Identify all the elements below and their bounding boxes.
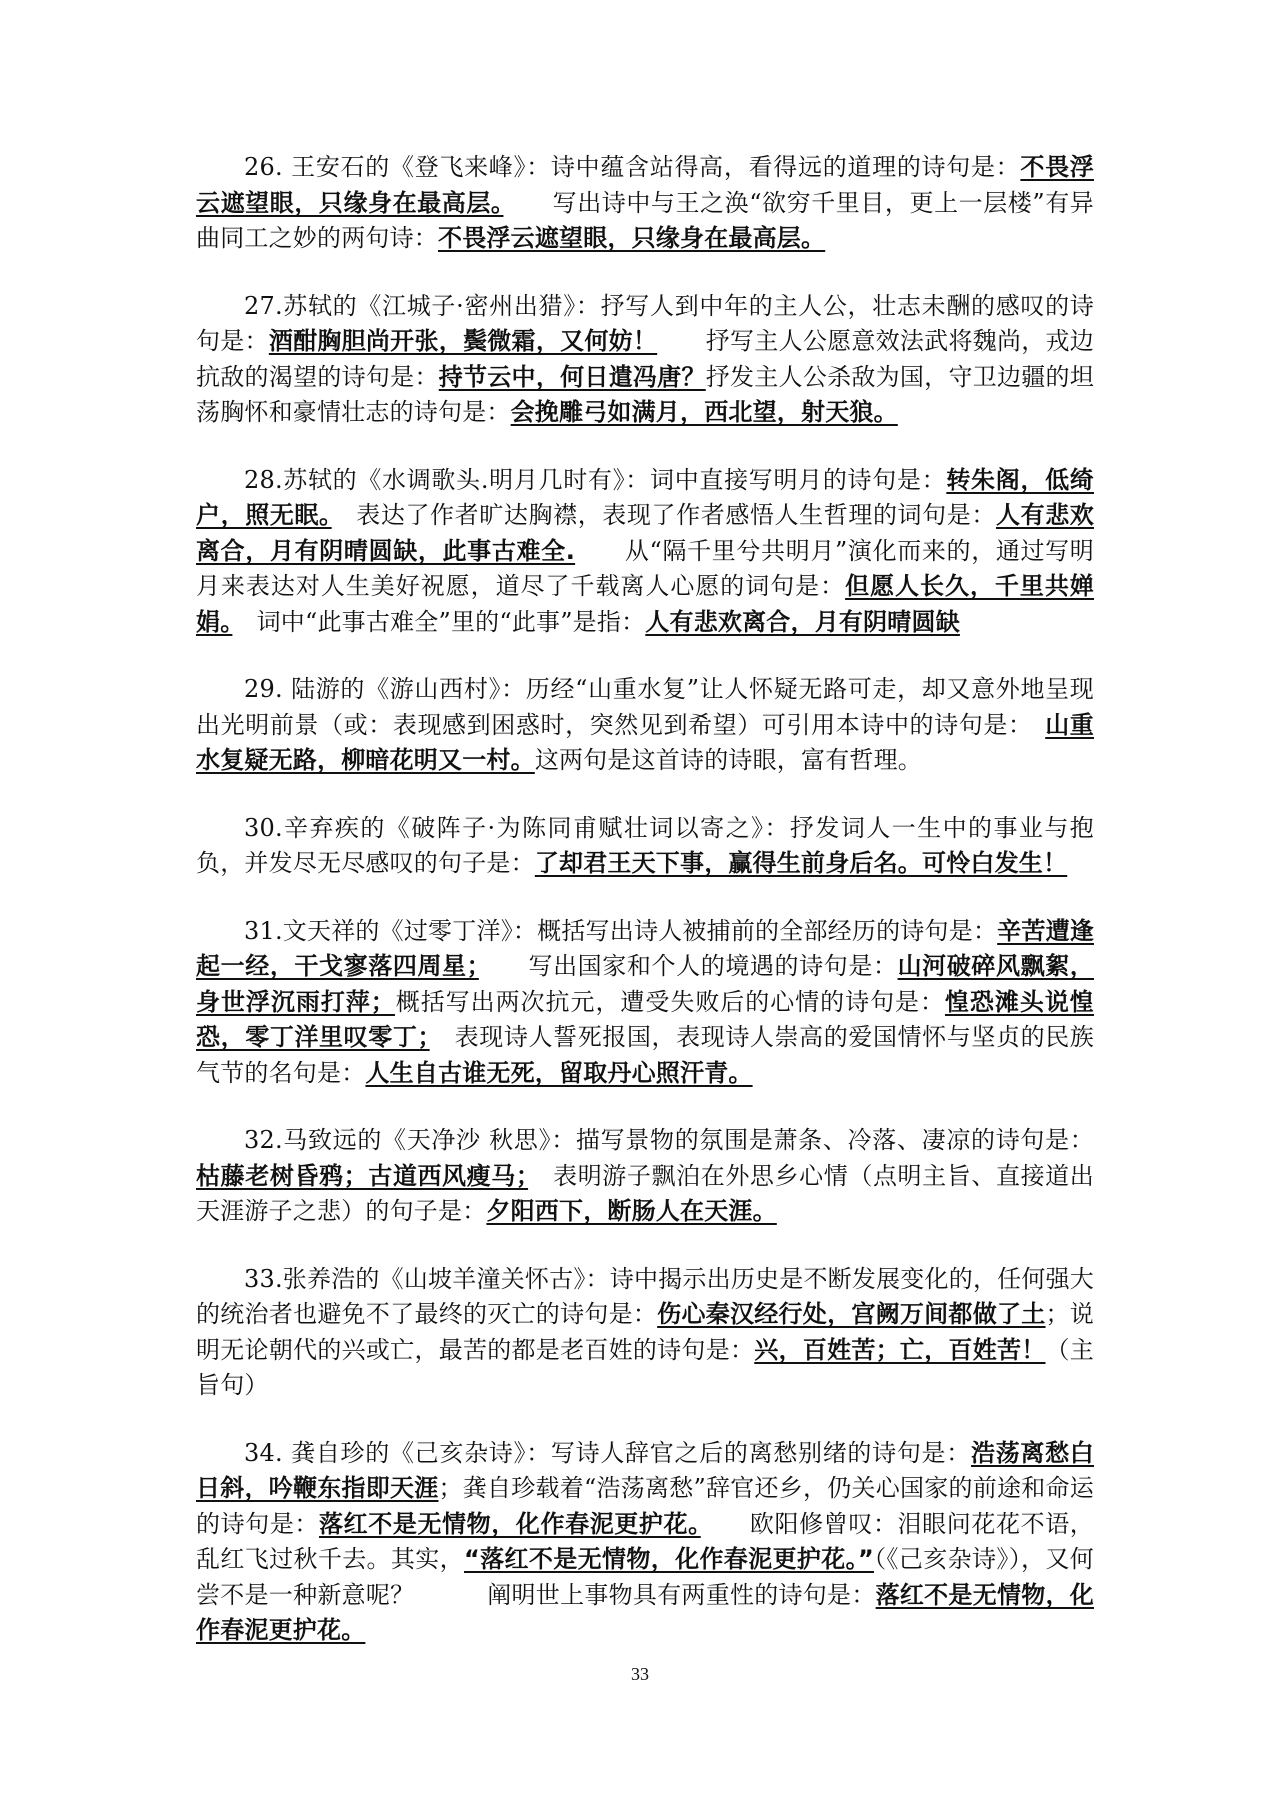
answer-text: 但愿人长久，千里共婵娟。 — [196, 572, 1094, 636]
answer-text: 人生自古谁无死，留取丹心照汗青。 — [365, 1058, 753, 1087]
question-text: 28.苏轼的《水调歌头.明月几时有》：词中直接写明月的诗句是： — [244, 465, 947, 494]
answer-text: 不畏浮云遮望眼，只缘身在最高层。 — [196, 153, 1094, 217]
question-text: ；龚自珍载着“浩荡离愁”辞官还乡，仍关心国家的前途和命运的诗句是： — [196, 1474, 1095, 1538]
question-text: 词中“此事古难全”里的“此事”是指： — [232, 607, 646, 636]
answer-text: 兴，百姓苦；亡，百姓苦！ — [754, 1335, 1046, 1364]
answer-text: 浩荡离愁白日斜，吟鞭东指即天涯 — [196, 1438, 1095, 1502]
answer-text: 伤心秦汉经行处，宫阙万间都做了土 — [657, 1300, 1046, 1328]
answer-text: 山重水复疑无路，柳暗花明又一村。 — [196, 710, 1094, 774]
question-text: 30.辛弃疾的《破阵子·为陈同甫赋壮词以寄之》：抒发词人一生中的事业与抱负，并发尽无尽感叹的句子是： — [196, 813, 1094, 877]
question-text: 32.马致远的《天净沙 秋思》：描写景物的氛围是萧条、冷落、凄凉的诗句是： — [244, 1126, 1094, 1154]
question-text: 写出诗中与王之涣“欲穷千里目，更上一层楼”有异曲同工之妙的两句诗： — [196, 188, 1094, 252]
question-paragraph — [196, 150, 1094, 257]
answer-text: 落红不是无情物，化作春泥更护花。 — [196, 1580, 1094, 1644]
question-text: 29. 陆游的《游山西村》：历经“山重水复”让人怀疑无路可走，却又意外地呈现出光明前景（或：表现感到困惑时，突然见到希望）可引用本诗中的诗句是： — [196, 675, 1094, 739]
answer-text: 不畏浮云遮望眼，只缘身在最高层。 — [438, 224, 826, 252]
question-text: 这两句是这首诗的诗眼，富有哲理。 — [534, 746, 923, 774]
question-text: 抒写主人公愿意效法武将魏尚，戎边抗敌的渴望的诗句是： — [196, 327, 1095, 391]
answer-text: 惶恐滩头说惶恐，零丁洋里叹零丁； — [196, 987, 1094, 1051]
question-text: ；说明无论朝代的兴或亡，最苦的都是老百姓的诗句是： — [196, 1300, 1095, 1364]
answer-text: 夕阳西下，断肠人在天涯。 — [486, 1197, 777, 1225]
document-page — [196, 150, 1094, 1681]
question-text: 26. 王安石的《登飞来峰》：诗中蕴含站得高，看得远的道理的诗句是： — [244, 153, 1021, 181]
answer-text: 落红不是无情物，化作春泥更护花。 — [319, 1509, 701, 1538]
question-paragraph — [196, 811, 1094, 882]
answer-text: 山河破碎风飘絮，身世浮沉雨打萍； — [196, 952, 1094, 1016]
answer-text: 人有悲欢离合，月有阴晴圆缺 — [645, 607, 960, 636]
answer-text: 了却君王天下事，赢得生前身后名。可怜白发生！ — [534, 849, 1068, 877]
answer-text: 酒酣胸胆尚开张，鬓微霜，又何妨！ — [268, 327, 658, 355]
question-text: 欧阳修曾叹：泪眼问花花不语，乱红飞过秋千去。其实， — [196, 1509, 1094, 1573]
answer-text: 持节云中，何日遣冯唐？ — [438, 362, 706, 391]
question-text: 31.文天祥的《过零丁洋》：概括写出诗人被捕前的全部经历的诗句是： — [244, 916, 998, 945]
question-paragraph — [196, 914, 1094, 1092]
question-paragraph — [196, 1123, 1094, 1230]
question-paragraph — [196, 463, 1094, 641]
question-text: 34. 龚自珍的《己亥杂诗》：写诗人辞官之后的离愁别绪的诗句是： — [244, 1438, 971, 1467]
question-paragraph — [196, 672, 1094, 779]
question-paragraph — [196, 1436, 1094, 1649]
question-paragraph — [196, 1262, 1094, 1404]
question-text: 从“隔千里兮共明月”演化而来的，通过写明月来表达对人生美好祝愿，道尽了千载离人心愿的词句是： — [196, 536, 1094, 600]
question-text: 表达了作者旷达胸襟，表现了作者感悟人生哲理的词句是： — [331, 501, 996, 529]
answer-text: 枯藤老树昏鸦；古道西风瘦马； — [196, 1161, 529, 1190]
question-text: 表明游子飘泊在外思乡心情（点明主旨、直接道出天涯游子之悲）的句子是： — [196, 1161, 1094, 1225]
answer-text: 会挽雕弓如满月，西北望，射天狼。 — [510, 398, 898, 426]
answer-text: “落红不是无情物，化作春泥更护花。” — [464, 1545, 874, 1573]
question-text: 概括写出两次抗元，遭受失败后的心情的诗句是： — [394, 987, 945, 1016]
answer-text: 辛苦遭逢起一经，干戈寥落四周星； — [196, 916, 1094, 980]
answer-text: 人有悲欢离合，月有阴晴圆缺，此事古难全. — [196, 501, 1094, 565]
question-text: 27.苏轼的《江城子·密州出猎》：抒写人到中年的主人公，壮志未酬的感叹的诗句是： — [196, 291, 1094, 355]
question-paragraph — [196, 289, 1094, 431]
question-text: 33.张养浩的《山坡羊潼关怀古》：诗中揭示出历史是不断发展变化的，任何强大的统治者也避免不了最终的灭亡的诗句是： — [196, 1264, 1094, 1328]
question-text: （《己亥杂诗》），又何尝不是一种新意呢？ 阐明世上事物具有两重性的诗句是： — [196, 1545, 1094, 1609]
question-text: 写出国家和个人的境遇的诗句是： — [478, 952, 898, 980]
question-text: 表现诗人誓死报国，表现诗人崇高的爱国情怀与坚贞的民族气节的名句是： — [196, 1023, 1094, 1087]
answer-text: 转朱阁，低绮户，照无眠。 — [196, 465, 1094, 529]
question-text: （主旨句） — [196, 1335, 1094, 1399]
question-text: 抒发主人公杀敌为国，守卫边疆的坦荡胸怀和豪情壮志的诗句是： — [196, 362, 1095, 426]
page-number: 33 — [631, 1664, 649, 1684]
